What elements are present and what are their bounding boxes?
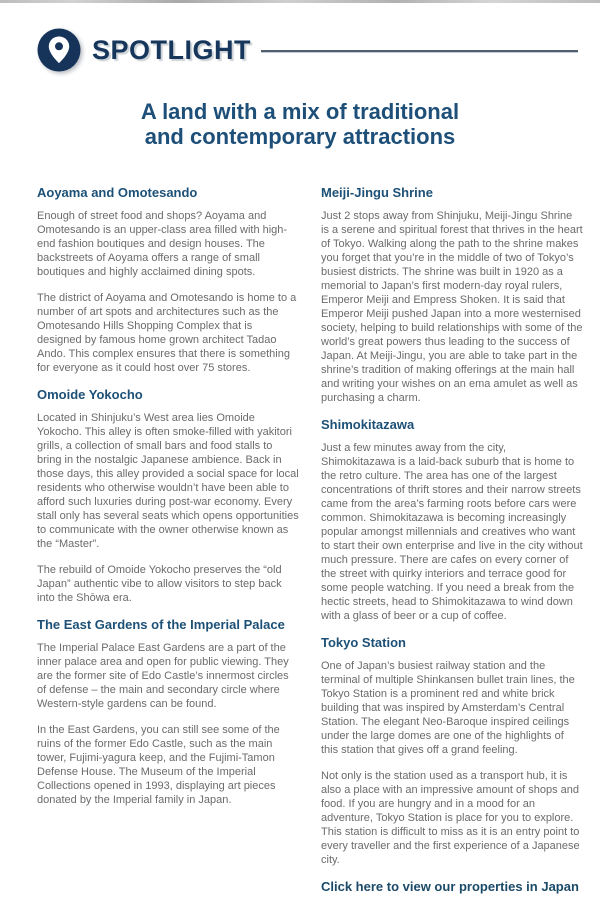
header-rule (261, 50, 578, 53)
section-heading: Meiji-Jingu Shrine (321, 184, 433, 200)
section-paragraph: Located in Shinjuku’s West area lies Omoide Yokocho. This alley is often smoke-filled with yakitori grills, a collection of small bars and food stalls to bring in the nostalgic Japanese ambience. Back in those days, this alley provided a social space for local residents who otherwise wouldn’t have been able to afford such luxuries during post-war economy. Every stall only has several seats which opens opportunities to communicate with the owner otherwise known as the “Master”. (37, 411, 299, 550)
left-column (37, 185, 299, 894)
brand-title: SPOTLIGHT (92, 34, 251, 65)
map-pin-icon (36, 27, 82, 73)
section-paragraph: The Imperial Palace East Gardens are a part of the inner palace area and open for public viewing. They are the former site of Edo Castle’s innermost circles of defense – the main and secondary circle where Western-style gardens can be found. (37, 641, 289, 710)
section-paragraph: Just 2 stops away from Shinjuku, Meiji-Jingu Shrine is a serene and spiritual forest that thrives in the heart of Tokyo. Walking along the path to the shrine makes you forget that you’re in the middle of two of Tokyo’s busiest districts. The shrine was built in 1920 as a memorial to Japan’s first modern-day royal rulers, Emperor Meiji and Empress Shoken. It is said that Emperor Meiji pushed Japan into a more westernised society, helping to build relationships with some of the world’s great powers thus leading to the success of Japan. At Meiji-Jingu, you are able to take part in the shrine’s tradition of making offerings at the main hall and writing your wishes on an ema amulet as well as purchasing a charm. (321, 209, 583, 404)
section-aoyama-and-omotesando (37, 185, 299, 375)
section-paragraph: One of Japan’s busiest railway station and the terminal of multiple Shinkansen bullet train lines, the Tokyo Station is a prominent red and white brick building that was inspired by Amsterdam’s Central Station. The elegant Neo-Baroque inspired ceilings under the large domes are one of the highlights of this station that gives off a grand feeling. (321, 659, 575, 756)
section-paragraph: The rebuild of Omoide Yokocho preserves the “old Japan” authentic vibe to allow visitors to step back into the Shōwa era. (37, 563, 282, 604)
page-title (0, 99, 600, 149)
spotlight-header (0, 3, 600, 73)
view-properties-link[interactable]: Click here to view our properties in Japan (321, 878, 579, 894)
section-omoide-yokocho (37, 387, 299, 605)
section-paragraph: In the East Gardens, you can still see some of the ruins of the former Edo Castle, such as the main tower, Fujimi-yagura keep, and the Fujimi-Tamon Defense House. The Museum of the Imperial Collections opened in 1993, displaying art pieces donated by the Imperial family in Japan. (37, 723, 280, 806)
section-paragraph: Enough of street food and shops? Aoyama and Omotesando is an upper-class area filled with high-end fashion boutiques and design houses. The backstreets of Aoyama offers a range of small boutiques and highly acclaimed dining spots. (37, 209, 288, 278)
section-heading: Aoyama and Omotesando (37, 184, 198, 200)
section-east-gardens-imperial-palace (37, 617, 299, 807)
page-title-line-2: and contemporary attractions (144, 124, 456, 150)
section-heading: The East Gardens of the Imperial Palace (37, 616, 285, 632)
section-shimokitazawa (321, 417, 583, 623)
section-paragraph: The district of Aoyama and Omotesando is home to a number of art spots and architectures such as the Omotesando Hills Shopping Complex that is designed by famous home grown architect Tadao Ando. This complex ensures that there is something for everyone as it could host over 75 stores. (37, 291, 297, 374)
section-heading: Shimokitazawa (321, 416, 415, 432)
page-title-line-1: A land with a mix of traditional (140, 99, 460, 124)
section-paragraph: Not only is the station used as a transport hub, it is also a place with an impressive amount of shops and food. If you are hungry and in a mood for an adventure, Tokyo Station is place for you to explore. This station is difficult to miss as it is an entry point to every traveller and the first experience of a Japanese city. (321, 769, 580, 866)
section-paragraph: Just a few minutes away from the city, Shimokitazawa is a laid-back suburb that is home to the retro culture. The area has one of the largest concentrations of thrift stores and their narrow streets came from the area’s farming roots before cars were common. Shimokitazawa is becoming increasingly popular amongst millennials and creatives who want to start their own enterprise and live in the city without much pressure. There are cafes on every corner of the street with quirky interiors and terrace good for some people watching. If you need a break from the hectic streets, head to Shimokitazawa to wind down with a glass of beer or a cup of coffee. (321, 441, 583, 622)
section-heading: Omoide Yokocho (37, 386, 143, 402)
article-columns (0, 164, 600, 894)
right-column (321, 185, 583, 894)
section-tokyo-station (321, 635, 583, 867)
section-meiji-jingu-shrine (321, 185, 583, 405)
section-heading: Tokyo Station (321, 634, 406, 650)
